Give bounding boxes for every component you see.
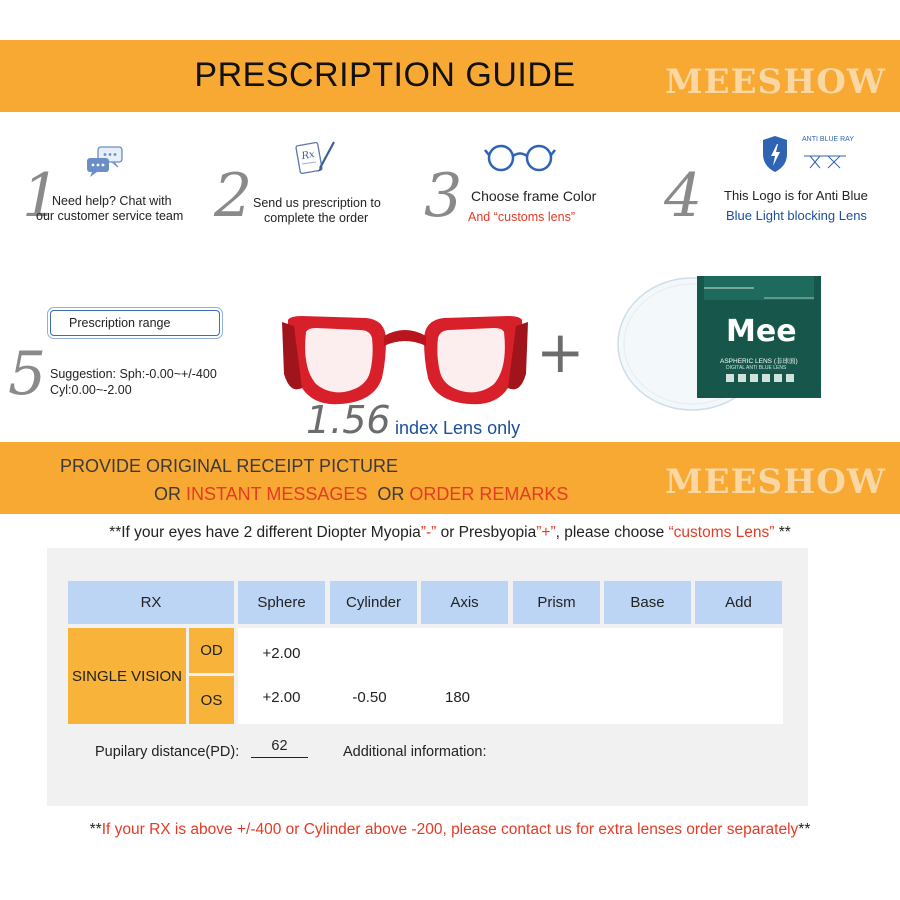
pd-value: 62 [251, 738, 308, 758]
receipt-banner [0, 442, 900, 514]
glasses-icon [484, 140, 556, 179]
note-text: or Presbyopia [436, 524, 537, 541]
os-cylinder: -0.50 [352, 689, 387, 706]
step-3-line2: And “customs lens” [468, 210, 575, 224]
plus-mark: ”+” [536, 524, 556, 541]
or-text: OR [154, 484, 187, 504]
lens-box-line2: DIGITAL ANTI BLUE LENS [726, 365, 787, 371]
step-number: 4 [664, 161, 703, 231]
brand-watermark: MEESHOW [665, 62, 886, 102]
prescription-pen-icon [294, 138, 340, 181]
svg-text:Rx: Rx [300, 149, 316, 163]
note-text: ** [89, 821, 102, 838]
page-title: PRESCRIPTION GUIDE [194, 56, 576, 94]
lens-box-brand: Mee [726, 314, 797, 349]
step-4-line1: This Logo is for Anti Blue [724, 188, 868, 203]
header-cylinder: Cylinder [330, 581, 417, 624]
step-1-line2: our customer service team [36, 209, 184, 223]
sph-suggestion: Suggestion: Sph:-0.00~+/-400 [50, 367, 217, 381]
note-text: ** [798, 821, 811, 838]
header-add: Add [695, 581, 782, 624]
cyl-suggestion: Cyl:0.00~-2.00 [50, 383, 132, 397]
or-text: OR [367, 484, 410, 504]
step-3-line1: Choose frame Color [471, 188, 597, 204]
od-label: OD [189, 628, 234, 673]
additional-info-label: Additional information: [343, 744, 487, 760]
step-number-5: 5 [8, 339, 47, 409]
extra-lenses-text: If your RX is above +/-400 or Cylinder above -200, please contact us for extra lenses order separately [101, 821, 799, 838]
note-text: , please choose [555, 524, 669, 541]
note-text: **If your eyes have 2 different Diopter Myopia [109, 524, 421, 541]
step-4-line2: Blue Light blocking Lens [726, 208, 867, 223]
anti-blue-ray-label: ANTI BLUE RAY [802, 136, 854, 143]
os-sphere: +2.00 [262, 689, 301, 706]
note-text: ** [774, 524, 791, 541]
header-banner [0, 40, 900, 112]
step-1-line1: Need help? Chat with [52, 194, 172, 208]
chat-bubbles-icon [86, 146, 126, 183]
receipt-line: PROVIDE ORIGINAL RECEIPT PICTURE [60, 456, 399, 476]
plus-sign: + [536, 318, 585, 386]
step-number: 2 [214, 161, 253, 231]
customs-lens-text: “customs Lens” [668, 524, 775, 541]
index-text: index Lens only [395, 418, 521, 438]
os-label: OS [189, 676, 234, 724]
index-value: 1.56 [306, 398, 391, 442]
header-base: Base [604, 581, 691, 624]
header-axis: Axis [421, 581, 508, 624]
os-axis: 180 [444, 689, 471, 706]
extra-lenses-note [0, 821, 900, 839]
instant-messages-text: INSTANT MESSAGES [186, 484, 368, 504]
order-remarks-text: ORDER REMARKS [409, 484, 569, 504]
pd-label: Pupilary distance(PD): [95, 744, 240, 760]
receipt-options-line [154, 484, 568, 505]
lens-box-line1: ASPHERIC LENS (非球面) [720, 358, 798, 365]
step-2-line1: Send us prescription to [253, 196, 381, 210]
brand-watermark: MEESHOW [665, 462, 886, 502]
lens-and-box-image [614, 262, 826, 419]
step-number: 3 [424, 161, 463, 231]
single-vision-label: SINGLE VISION [68, 628, 186, 724]
od-sphere: +2.00 [262, 645, 301, 662]
step-number: 1 [22, 161, 61, 231]
header-prism: Prism [513, 581, 600, 624]
anti-blue-ray-icon [762, 132, 862, 181]
header-rx: RX [68, 581, 234, 624]
prescription-range-label: Prescription range [50, 310, 220, 336]
step-2-line2: complete the order [264, 211, 369, 225]
minus-mark: ”-” [420, 524, 437, 541]
diopter-note [0, 524, 900, 542]
header-sphere: Sphere [238, 581, 325, 624]
